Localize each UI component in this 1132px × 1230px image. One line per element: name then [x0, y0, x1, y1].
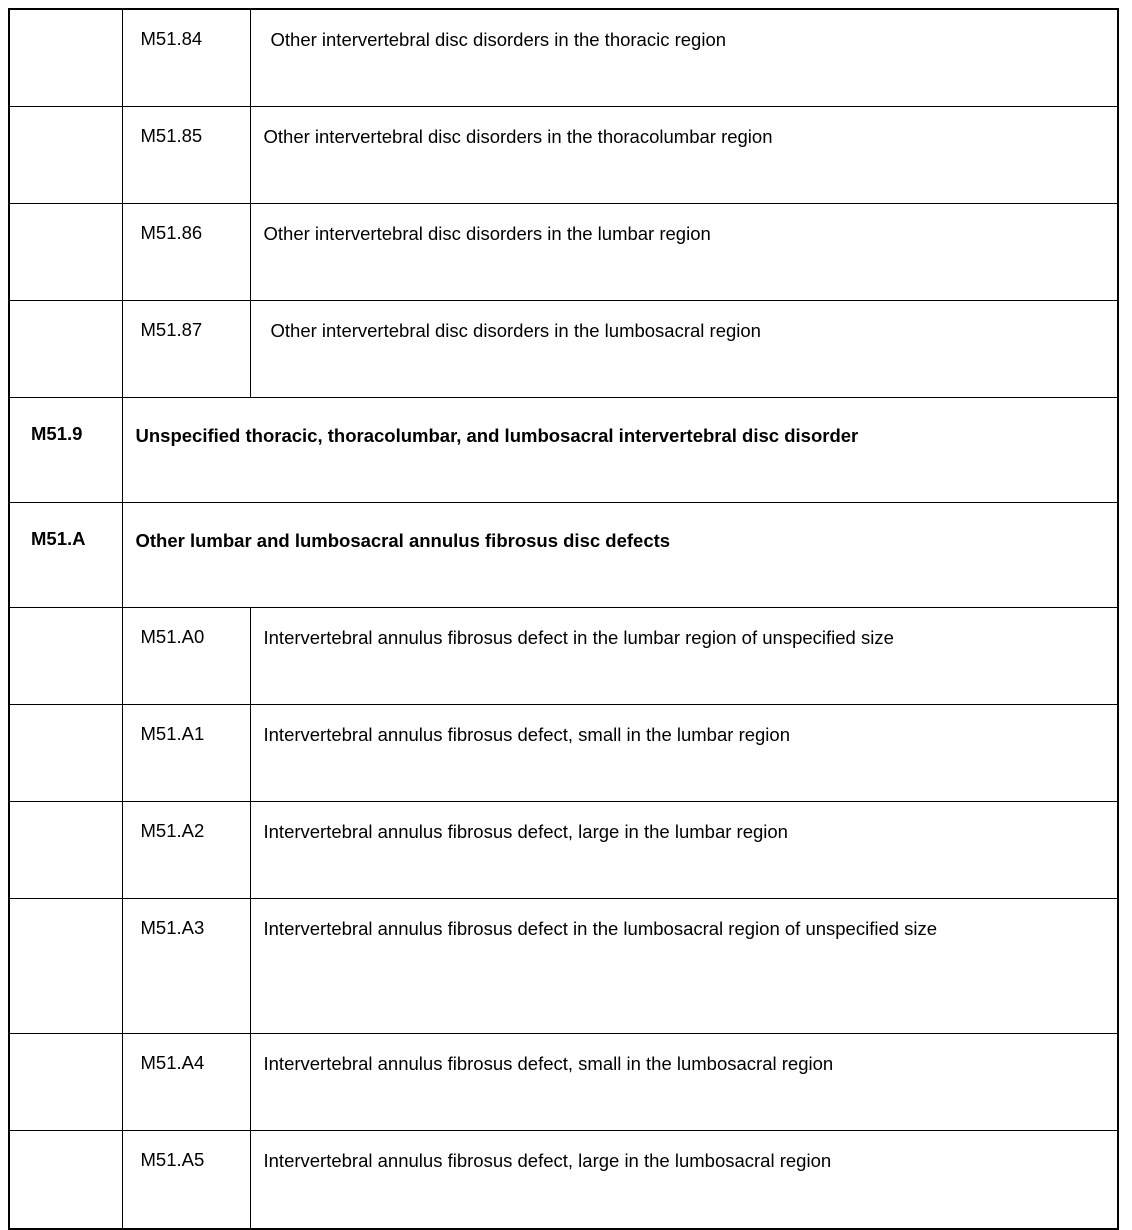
category-code-cell	[9, 107, 122, 204]
sub-code-cell: M51.84	[122, 9, 250, 107]
sub-code-cell: M51.86	[122, 204, 250, 301]
table-row-category	[9, 398, 1118, 503]
category-code-cell	[9, 705, 122, 802]
table-row-category	[9, 503, 1118, 608]
sub-code-cell: M51.A0	[122, 608, 250, 705]
table-row	[9, 899, 1118, 1034]
category-code-cell	[9, 802, 122, 899]
table-row	[9, 802, 1118, 899]
category-code-cell	[9, 301, 122, 398]
category-code-cell	[9, 1131, 122, 1230]
table-row	[9, 705, 1118, 802]
description-cell: Other intervertebral disc disorders in the thoracolumbar region	[250, 107, 1118, 204]
sub-code-cell: M51.A4	[122, 1034, 250, 1131]
description-cell: Intervertebral annulus fibrosus defect, large in the lumbosacral region	[250, 1131, 1118, 1230]
table-row	[9, 1034, 1118, 1131]
category-code-cell: M51.A	[9, 503, 122, 608]
description-cell: Other intervertebral disc disorders in the lumbosacral region	[250, 301, 1118, 398]
category-code-cell	[9, 608, 122, 705]
category-code-cell	[9, 899, 122, 1034]
table-row	[9, 204, 1118, 301]
description-cell: Intervertebral annulus fibrosus defect, large in the lumbar region	[250, 802, 1118, 899]
description-cell: Unspecified thoracic, thoracolumbar, and lumbosacral intervertebral disc disorder	[122, 398, 1118, 503]
description-cell: Intervertebral annulus fibrosus defect, small in the lumbosacral region	[250, 1034, 1118, 1131]
description-cell: Intervertebral annulus fibrosus defect in the lumbar region of unspecified size	[250, 608, 1118, 705]
table-row	[9, 107, 1118, 204]
category-code-cell	[9, 9, 122, 107]
table-row	[9, 608, 1118, 705]
icd-code-table-container	[8, 8, 1117, 1171]
table-row	[9, 1131, 1118, 1230]
sub-code-cell: M51.A3	[122, 899, 250, 1034]
description-cell: Intervertebral annulus fibrosus defect in the lumbosacral region of unspecified size	[250, 899, 1118, 1034]
icd-code-table	[8, 8, 1119, 1230]
category-code-cell	[9, 204, 122, 301]
description-cell: Other intervertebral disc disorders in the thoracic region	[250, 9, 1118, 107]
description-cell: Intervertebral annulus fibrosus defect, small in the lumbar region	[250, 705, 1118, 802]
category-code-cell	[9, 1034, 122, 1131]
sub-code-cell: M51.87	[122, 301, 250, 398]
table-row	[9, 301, 1118, 398]
sub-code-cell: M51.85	[122, 107, 250, 204]
sub-code-cell: M51.A2	[122, 802, 250, 899]
sub-code-cell: M51.A5	[122, 1131, 250, 1230]
description-cell: Other lumbar and lumbosacral annulus fibrosus disc defects	[122, 503, 1118, 608]
table-row	[9, 9, 1118, 107]
sub-code-cell: M51.A1	[122, 705, 250, 802]
icd-code-table-body	[9, 9, 1118, 1229]
description-cell: Other intervertebral disc disorders in the lumbar region	[250, 204, 1118, 301]
category-code-cell: M51.9	[9, 398, 122, 503]
